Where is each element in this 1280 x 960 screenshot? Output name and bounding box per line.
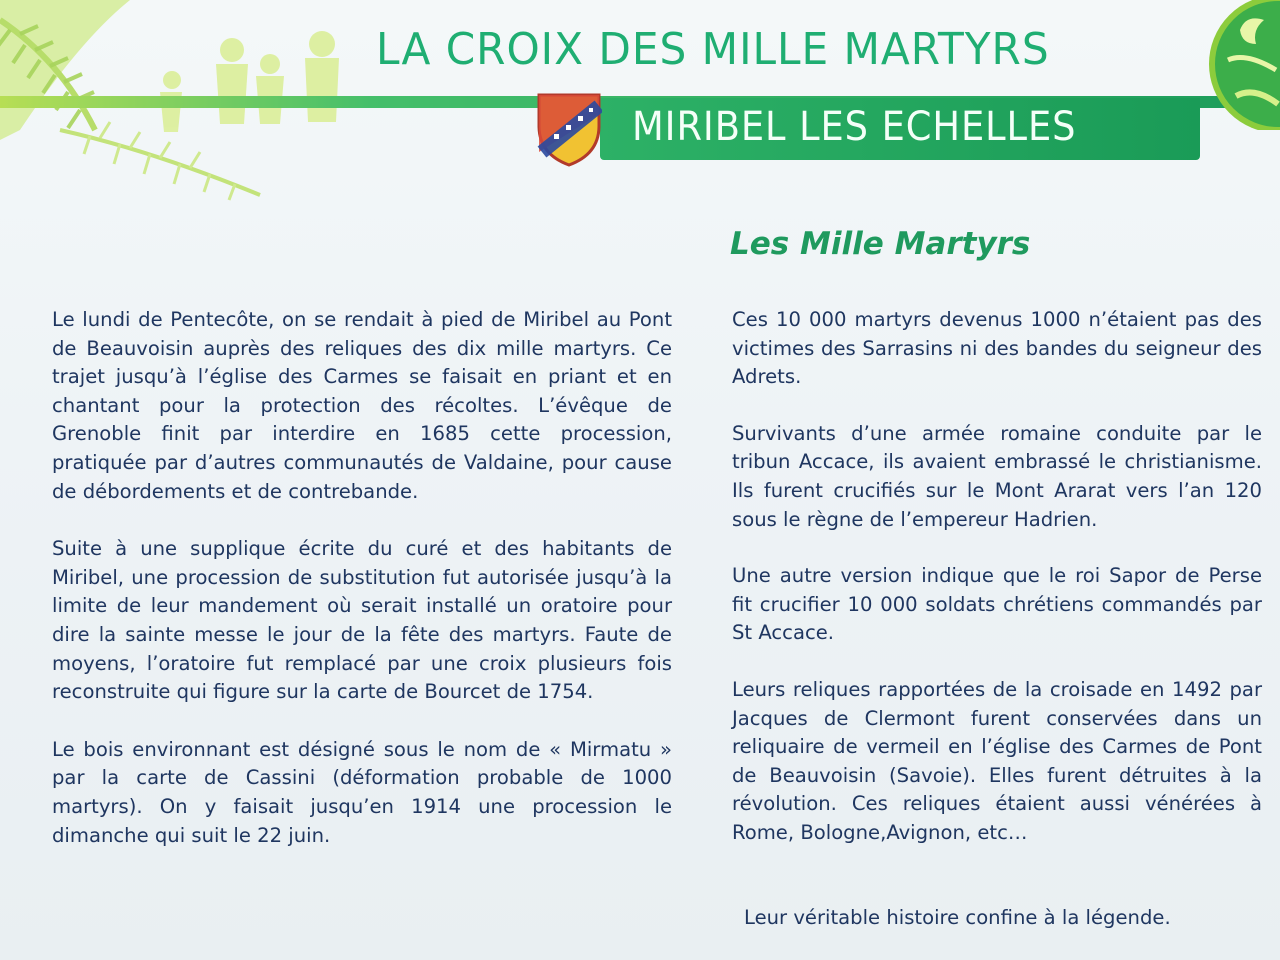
paragraph: Ces 10 000 martyrs devenus 1000 n’étaient pas des victimes des Sarrasins ni des bandes du seigneur des Adrets. (732, 308, 1262, 389)
paragraph: Une autre version indique que le roi Sapor de Perse fit crucifier 10 000 soldats chrétiens commandés par St Accace. (732, 564, 1262, 645)
paragraph: Le bois environnant est désigné sous le nom de « Mirmatu » par la carte de Cassini (déformation probable de 1000 martyrs). On y faisait jusqu’en 1914 une procession le dimanche qui suit le 22 juin. (52, 737, 672, 847)
sign-subtitle: MIRIBEL LES ECHELLES (632, 104, 1077, 150)
paragraph: Survivants d’une armée romaine conduite par le tribun Accace, ils avaient embrassé le christianisme. Ils furent crucifiés sur le Mont Ararat vers l’an 120 sous le règne de l’empereur Hadrien. (732, 421, 1262, 531)
section-heading: Les Mille Martyrs (730, 226, 1031, 262)
paragraph: Suite à une supplique écrite du curé et des habitants de Miribel, une procession de substitution fut autorisée jusqu’à la limite de leur mandement où serait installé un oratoire pour dire la sainte messe le jour de la fête des martyrs. Faute de moyens, l’oratoire fut remplacé par une croix plusieurs fois reconstruite qui figure sur la carte de Bourcet de 1754. (52, 537, 672, 704)
sign-title: LA CROIX DES MILLE MARTYRS (376, 24, 1050, 75)
paragraph: Le lundi de Pentecôte, on se rendait à pied de Miribel au Pont de Beauvoisin auprès des reliques des dix mille martyrs. Ce trajet jusqu’à l’église des Carmes se faisait en priant et en chantant pour la protection des récoltes. L’évêque de Grenoble finit par interdire en 1685 cette procession, pratiquée par d’autres communautés de Valdaine, pour cause de débordements et de contrebande. (52, 308, 672, 503)
closing-line: Leur véritable histoire confine à la légende. (744, 906, 1171, 929)
left-text-column (52, 306, 672, 850)
paragraph: Leurs reliques rapportées de la croisade en 1492 par Jacques de Clermont furent conservées dans un reliquaire de vermeil en l’église des Carmes de Pont de Beauvoisin (Savoie). Elles furent détruites à la révolution. Ces reliques étaient aussi vénérées à Rome, Bologne,Avignon, etc… (732, 677, 1262, 844)
right-text-column (732, 306, 1262, 848)
walker-silhouettes (160, 31, 339, 132)
coat-of-arms-icon (536, 92, 602, 168)
green-medallion-icon (1206, 0, 1280, 130)
